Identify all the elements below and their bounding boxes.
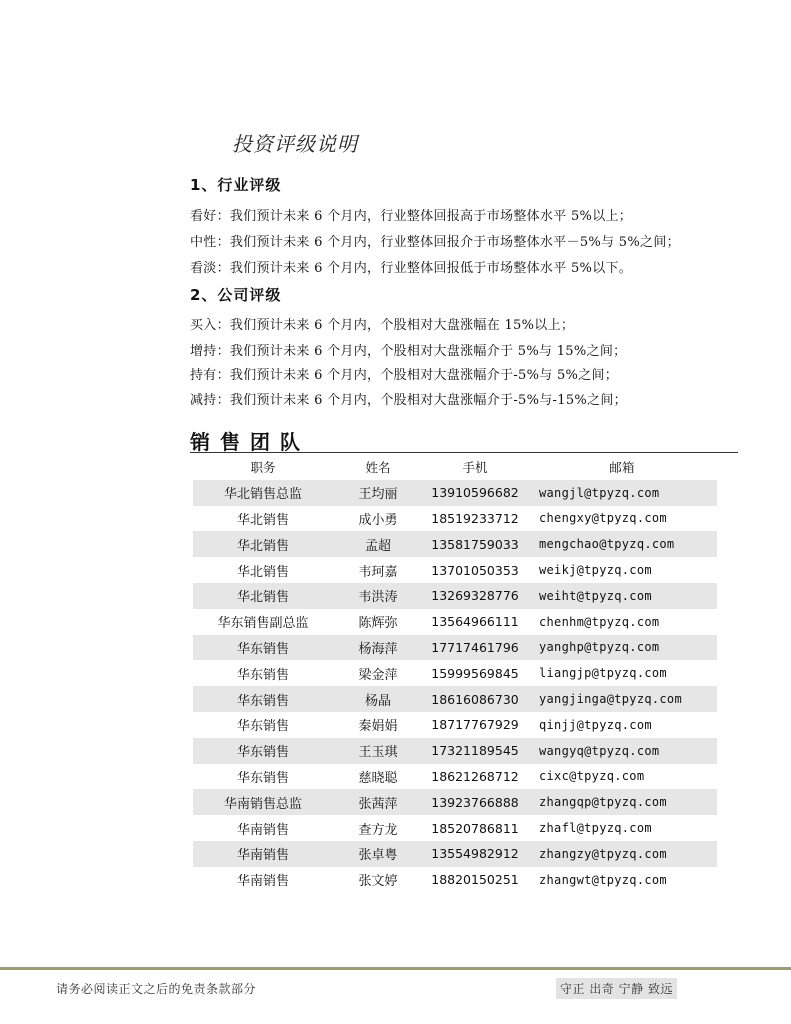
table-row: [193, 841, 717, 867]
cell-position: 华东销售: [236, 667, 289, 683]
cell-name: 杨海萍: [358, 641, 398, 657]
cell-email: chenhm@tpyzq.com: [539, 614, 660, 629]
cell-phone: 13701050353: [431, 562, 519, 578]
cell-position: 华南销售: [236, 822, 289, 838]
cell-email: liangjp@tpyzq.com: [539, 666, 667, 681]
table-header-row: [193, 454, 717, 480]
table-row: [193, 712, 717, 738]
page-title: 投资评级说明: [232, 132, 358, 156]
cell-phone: 18820150251: [431, 872, 519, 888]
cell-email: chengxy@tpyzq.com: [539, 511, 667, 526]
cell-phone: 17717461796: [431, 639, 519, 655]
cell-position: 华东销售: [236, 641, 289, 657]
industry-rating-heading: 1、行业评级: [190, 176, 282, 194]
table-row: [193, 506, 717, 532]
sales-team-table: [193, 454, 717, 893]
footer-disclaimer: 请务必阅读正文之后的免责条款部分: [56, 982, 257, 996]
sales-team-title: 销售团队: [190, 430, 310, 454]
cell-email: cixc@tpyzq.com: [539, 769, 645, 784]
cell-name: 杨晶: [364, 693, 391, 709]
cell-position: 华北销售总监: [223, 487, 302, 503]
cell-position: 华东销售: [236, 693, 289, 709]
company-rating-line: 买入：我们预计未来 6 个月内，个股相对大盘涨幅在 15%以上；: [190, 318, 575, 333]
cell-name: 张文婷: [358, 874, 398, 890]
footer-rule: [0, 967, 791, 970]
cell-phone: 18519233712: [431, 510, 519, 526]
cell-email: qinjj@tpyzq.com: [539, 717, 652, 732]
table-row: [193, 660, 717, 686]
cell-position: 华北销售: [236, 538, 289, 554]
table-row: [193, 557, 717, 583]
cell-position: 华东销售: [236, 745, 289, 761]
cell-name: 张卓粤: [358, 848, 398, 864]
cell-position: 华南销售: [236, 848, 289, 864]
column-header-name: 姓名: [365, 459, 391, 475]
cell-email: zhangzy@tpyzq.com: [539, 846, 667, 861]
company-rating-line: 增持：我们预计未来 6 个月内，个股相对大盘涨幅介于 5%与 15%之间；: [190, 344, 627, 359]
table-row: [193, 635, 717, 661]
cell-email: yangjinga@tpyzq.com: [539, 692, 682, 707]
industry-rating-line: 看好：我们预计未来 6 个月内，行业整体回报高于市场整体水平 5%以上；: [190, 209, 633, 224]
table-row: [193, 531, 717, 557]
table-row: [193, 609, 717, 635]
cell-phone: 13564966111: [431, 614, 519, 630]
cell-phone: 13910596682: [431, 485, 519, 501]
cell-phone: 18717767929: [431, 717, 519, 733]
company-rating-line: 持有：我们预计未来 6 个月内，个股相对大盘涨幅介于-5%与 5%之间；: [190, 368, 619, 383]
cell-phone: 15999569845: [431, 665, 519, 681]
cell-position: 华北销售: [236, 564, 289, 580]
cell-phone: 13581759033: [431, 536, 519, 552]
cell-name: 慈晓聪: [358, 770, 398, 786]
cell-name: 王玉琪: [358, 745, 398, 761]
cell-email: zhafl@tpyzq.com: [539, 821, 652, 836]
cell-name: 王均丽: [358, 487, 398, 503]
cell-position: 华东销售副总监: [217, 616, 309, 632]
cell-position: 华东销售: [236, 719, 289, 735]
cell-name: 孟超: [364, 538, 391, 554]
cell-phone: 17321189545: [431, 743, 519, 759]
cell-phone: 13554982912: [431, 846, 519, 862]
cell-name: 张茜萍: [358, 796, 398, 812]
cell-phone: 13269328776: [431, 588, 519, 604]
cell-name: 秦娟娟: [358, 719, 398, 735]
cell-email: yanghp@tpyzq.com: [539, 640, 660, 655]
footer-slogan: 守正 出奇 宁静 致远: [556, 978, 677, 999]
table-row: [193, 815, 717, 841]
cell-name: 韦珂嘉: [358, 564, 398, 580]
table-row: [193, 867, 717, 893]
cell-name: 韦洪涛: [358, 590, 398, 606]
cell-position: 华东销售: [236, 770, 289, 786]
cell-email: zhangqp@tpyzq.com: [539, 795, 667, 810]
company-rating-line: 减持：我们预计未来 6 个月内，个股相对大盘涨幅介于-5%与-15%之间；: [190, 393, 627, 408]
industry-rating-line: 看淡：我们预计未来 6 个月内，行业整体回报低于市场整体水平 5%以下。: [190, 261, 633, 276]
column-header-email: 邮箱: [609, 459, 635, 475]
cell-position: 华北销售: [236, 590, 289, 606]
table-row: [193, 583, 717, 609]
cell-position: 华南销售总监: [223, 796, 302, 812]
cell-name: 陈辉弥: [358, 616, 398, 632]
table-row: [193, 789, 717, 815]
column-header-position: 职务: [250, 459, 276, 475]
industry-rating-line: 中性：我们预计未来 6 个月内，行业整体回报介于市场整体水平－5%与 5%之间；: [190, 235, 680, 250]
cell-email: wangjl@tpyzq.com: [539, 485, 660, 500]
table-row: [193, 686, 717, 712]
cell-name: 成小勇: [358, 512, 398, 528]
cell-email: weiht@tpyzq.com: [539, 588, 652, 603]
cell-phone: 18616086730: [431, 691, 519, 707]
cell-name: 查方龙: [358, 822, 398, 838]
table-row: [193, 764, 717, 790]
table-row: [193, 480, 717, 506]
cell-name: 梁金萍: [358, 667, 398, 683]
cell-email: wangyq@tpyzq.com: [539, 743, 660, 758]
company-rating-heading: 2、公司评级: [190, 286, 282, 304]
cell-email: mengchao@tpyzq.com: [539, 537, 675, 552]
cell-email: weikj@tpyzq.com: [539, 563, 652, 578]
cell-phone: 18520786811: [431, 820, 519, 836]
cell-phone: 13923766888: [431, 794, 519, 810]
cell-position: 华南销售: [236, 874, 289, 890]
cell-phone: 18621268712: [431, 768, 519, 784]
cell-position: 华北销售: [236, 512, 289, 528]
cell-email: zhangwt@tpyzq.com: [539, 872, 667, 887]
table-row: [193, 738, 717, 764]
sales-team-divider: [190, 452, 738, 453]
column-header-phone: 手机: [462, 459, 488, 475]
